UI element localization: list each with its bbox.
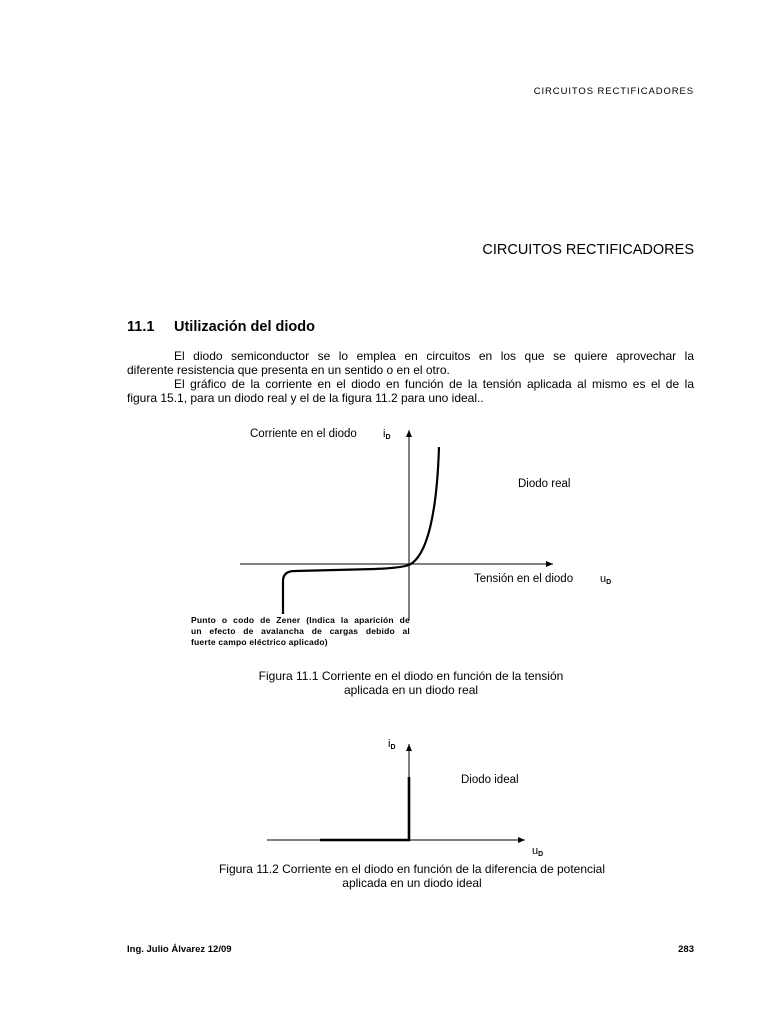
chapter-title: CIRCUITOS RECTIFICADORES [482,242,694,258]
fig1-y-axis-label: Corriente en el diodo [250,428,357,440]
fig1-x-axis-label: Tensión en el diodo [474,573,574,585]
fig1-curve-label: Diodo real [518,478,571,490]
zener-note-line-1: Punto o codo de Zener (Indica la aparición de [191,615,410,625]
fig2-x-symbol: $u_D$ [532,845,544,858]
fig1-real-diode-curve [283,447,439,614]
zener-note-line-2: un efecto de avalancha de cargas debido al [191,626,410,636]
zener-note [191,615,410,648]
footer-author: Ing. Julio Álvarez 12/09 [127,944,232,955]
page-number: 283 [678,944,694,955]
paragraph-1-line-2: diferente resistencia que presenta en un sentido o en el otro. [127,363,450,377]
running-header: CIRCUITOS RECTIFICADORES [533,86,694,97]
fig2-ideal-diode-curve [320,777,409,840]
fig1-caption-line-1: Figura 11.1 Corriente en el diodo en función de la tensión [258,669,564,683]
paragraph-2-line-1: El gráfico de la corriente en el diodo en función de la tensión aplicada al mismo es el de la [174,377,694,391]
paragraph-1-line-1: El diodo semiconductor se lo emplea en circuitos en los que se quiere aprovechar la [174,349,694,363]
fig1-y-symbol: $i_D$ [383,428,391,441]
fig2-caption-line-2: aplicada en un diodo ideal [342,876,482,890]
fig2-caption [180,862,644,890]
fig1-caption-line-2: aplicada en un diodo real [343,683,479,697]
section-number: 11.1 [127,319,155,335]
paragraph-2-line-2: figura 15.1, para un diodo real y el de la figura 11.2 para uno ideal.. [127,391,484,405]
zener-note-line-3: fuerte campo eléctrico aplicado) [191,637,328,647]
fig1-x-symbol: $u_D$ [600,573,612,586]
fig2-curve-label: Diodo ideal [461,774,519,786]
fig1-caption [231,669,591,697]
fig2-caption-line-1: Figura 11.2 Corriente en el diodo en función de la diferencia de potencial [218,862,606,876]
fig2-y-symbol: $i_D$ [388,738,396,751]
section-title: Utilización del diodo [174,319,315,335]
